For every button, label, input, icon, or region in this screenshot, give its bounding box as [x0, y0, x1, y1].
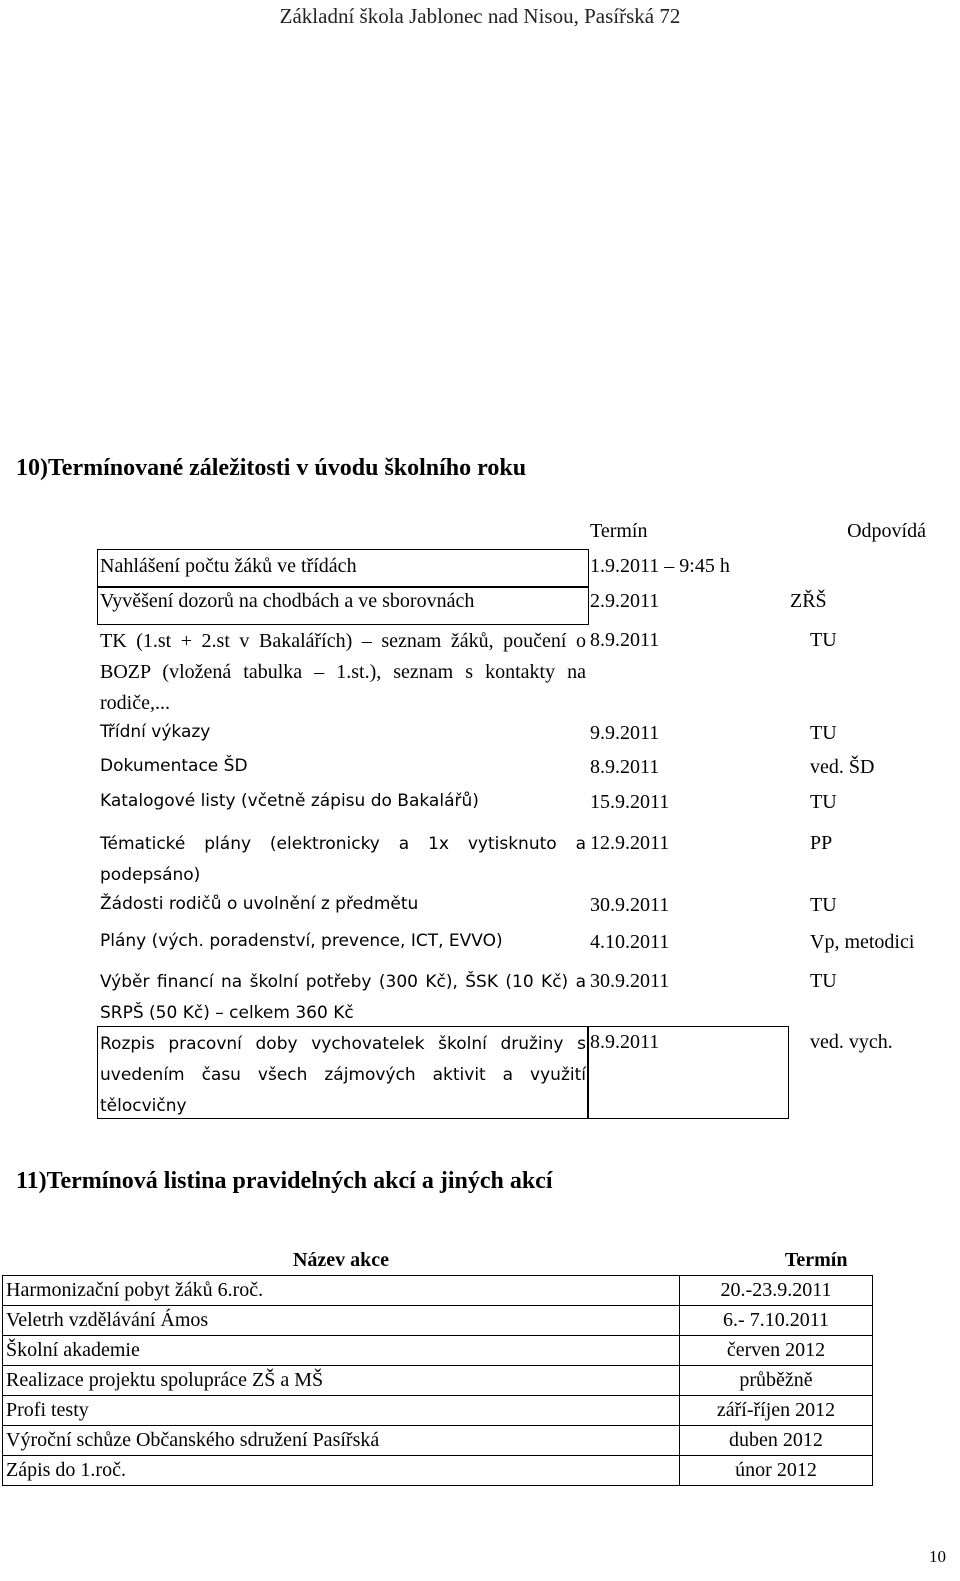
resp-cell [788, 550, 928, 555]
resp-cell: ved. ŠD [810, 756, 875, 778]
resp-cell: TU [810, 894, 837, 916]
table-row [3, 1396, 873, 1426]
event-date-cell: 20.-23.9.2011 [680, 1276, 873, 1306]
table-row [98, 550, 928, 587]
event-date-cell: průběžně [680, 1366, 873, 1396]
event-date-cell: 6.- 7.10.2011 [680, 1306, 873, 1336]
date-cell: 15.9.2011 [590, 791, 670, 813]
date-cell: 30.9.2011 [590, 894, 670, 916]
task-cell: Dokumentace ŠD [100, 756, 248, 776]
task-cell: Výběr financí na školní potřeby (300 Kč), ŠSK (10 Kč) a SRPŠ (50 Kč) – celkem 360 Kč [100, 972, 586, 1023]
date-cell: 8.9.2011 [590, 629, 660, 651]
task-cell: TK (1.st + 2.st v Bakalářích) – seznam žáků, poučení o BOZP (vložená tabulka – 1.st.), seznam s kontakty na rodiče,... [100, 630, 586, 714]
table-row [98, 753, 928, 787]
page-number: 10 [929, 1547, 946, 1566]
table-row [98, 720, 928, 753]
table-header-row [3, 1246, 873, 1276]
resp-cell: TU [810, 629, 837, 651]
date-cell: 12.9.2011 [590, 832, 670, 854]
table-row [98, 890, 928, 928]
table-events-schedule [2, 1246, 873, 1486]
table-row [98, 787, 928, 828]
page-header: Základní škola Jablonec nad Nisou, Pasířská 72 [279, 4, 681, 28]
task-cell: Rozpis pracovní doby vychovatelek školní družiny s uvedením času všech zájmových aktivit a využití tělocvičny [98, 1027, 588, 1118]
column-header-odpovida: Odpovídá [847, 520, 926, 542]
date-cell: 30.9.2011 [590, 970, 670, 992]
event-name-cell: Školní akademie [3, 1336, 680, 1366]
resp-cell: ZŘŠ [790, 590, 827, 612]
resp-cell: TU [810, 722, 837, 744]
date-cell: 9.9.2011 [590, 722, 660, 744]
table-row [3, 1306, 873, 1336]
event-name-cell: Harmonizační pobyt žáků 6.roč. [3, 1276, 680, 1306]
task-cell: Katalogové listy (včetně zápisu do Bakalářů) [100, 791, 479, 811]
resp-cell: Vp, metodici [810, 931, 915, 953]
column-header-name: Název akce [3, 1246, 680, 1276]
resp-cell: ved. vych. [810, 1031, 893, 1053]
task-cell: Vyvěšení dozorů na chodbách a ve sborovnách [98, 587, 588, 624]
event-date-cell: únor 2012 [680, 1456, 873, 1486]
date-cell: 4.10.2011 [590, 931, 670, 953]
table-row [3, 1276, 873, 1306]
task-cell: Tématické plány (elektronicky a 1x vytisknuto a podepsáno) [100, 834, 586, 885]
table-row [3, 1426, 873, 1456]
table-row [98, 1027, 928, 1118]
event-name-cell: Veletrh vzdělávání Ámos [3, 1306, 680, 1336]
task-cell: Plány (vých. poradenství, prevence, ICT, EVVO) [100, 931, 503, 951]
section-10-title: 10)Termínované záležitosti v úvodu školního roku [16, 455, 527, 481]
event-name-cell: Profi testy [3, 1396, 680, 1426]
event-name-cell: Výroční schůze Občanského sdružení Pasířská [3, 1426, 680, 1456]
table-row [98, 624, 928, 720]
resp-cell: TU [810, 791, 837, 813]
task-cell: Třídní výkazy [100, 722, 211, 742]
table-header-row [98, 520, 928, 550]
date-cell: 2.9.2011 [590, 590, 660, 612]
resp-cell: PP [810, 832, 833, 854]
table-row [98, 966, 928, 1027]
table-school-year-start-tasks [98, 520, 928, 1118]
table-row [98, 828, 928, 890]
column-header-date: Termín [680, 1246, 873, 1276]
resp-cell: TU [810, 970, 837, 992]
event-name-cell: Realizace projektu spolupráce ZŠ a MŠ [3, 1366, 680, 1396]
column-header-termin: Termín [590, 520, 648, 542]
date-cell: 8.9.2011 [588, 1027, 788, 1118]
event-name-cell: Zápis do 1.roč. [3, 1456, 680, 1486]
table-row [98, 587, 928, 624]
date-cell: 8.9.2011 [590, 756, 660, 778]
table-row [3, 1456, 873, 1486]
event-date-cell: duben 2012 [680, 1426, 873, 1456]
table-row [3, 1336, 873, 1366]
table-row [3, 1366, 873, 1396]
task-cell: Žádosti rodičů o uvolnění z předmětu [100, 894, 419, 914]
date-cell: 1.9.2011 – 9:45 h [590, 555, 730, 577]
table-row [98, 928, 928, 966]
section-11-title: 11)Termínová listina pravidelných akcí a jiných akcí [16, 1168, 553, 1194]
task-cell: Nahlášení počtu žáků ve třídách [98, 550, 588, 587]
event-date-cell: červen 2012 [680, 1336, 873, 1366]
event-date-cell: září-říjen 2012 [680, 1396, 873, 1426]
